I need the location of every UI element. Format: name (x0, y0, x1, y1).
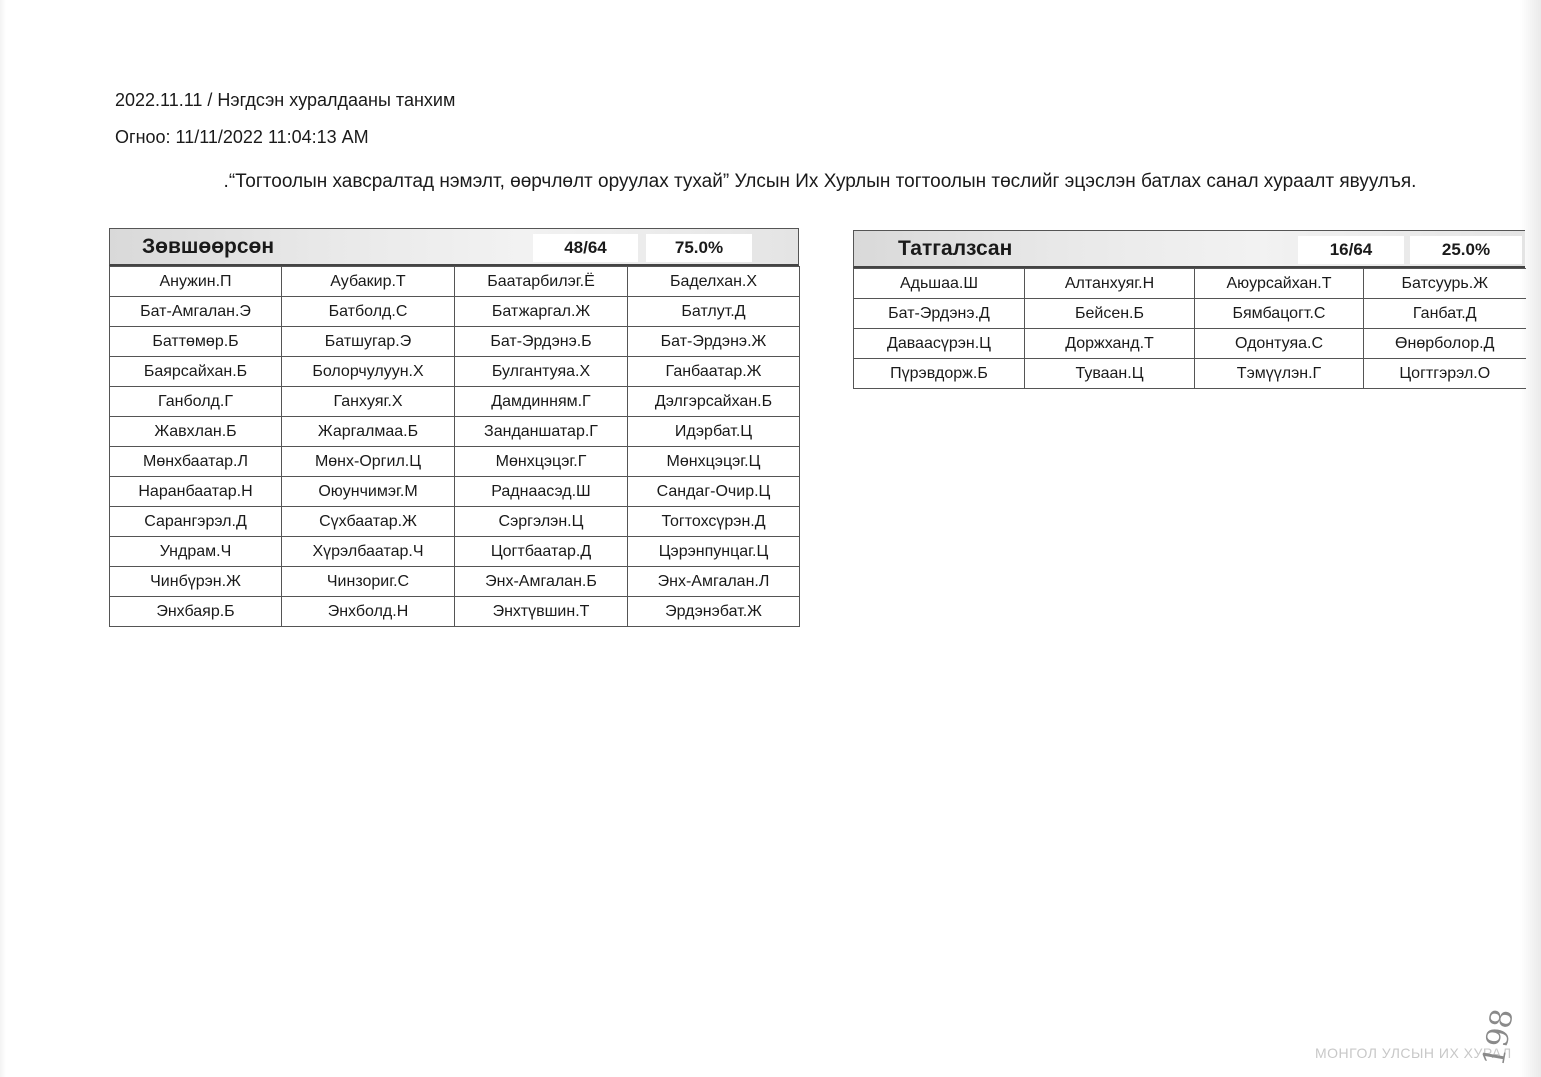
table-row (110, 357, 800, 387)
member-name-cell: Бат-Эрдэнэ.Ж (628, 327, 800, 357)
member-name-cell: Дамдинням.Г (455, 387, 628, 417)
member-name-cell: Мөнх-Оргил.Ц (282, 447, 455, 477)
member-name-cell: Эрдэнэбат.Ж (628, 597, 800, 627)
member-name-cell: Одонтуяа.С (1195, 329, 1364, 359)
member-name-cell: Өнөрболор.Д (1364, 329, 1526, 359)
approved-count: 48/64 (533, 234, 638, 262)
member-name-cell: Мөнхцэцэг.Ц (628, 447, 800, 477)
member-name-cell: Мөнхбаатар.Л (110, 447, 282, 477)
abstained-percent: 25.0% (1410, 236, 1522, 264)
member-name-cell: Жаргалмаа.Б (282, 417, 455, 447)
member-name-cell: Батжаргал.Ж (455, 297, 628, 327)
member-name-cell: Батсуурь.Ж (1364, 269, 1526, 299)
member-name-cell: Чинзориг.С (282, 567, 455, 597)
watermark-stamp: МОНГОЛ УЛСЫН ИХ ХУРАЛ (1315, 1045, 1512, 1061)
member-name-cell: Раднаасэд.Ш (455, 477, 628, 507)
member-name-cell: Цэрэнпунцаг.Ц (628, 537, 800, 567)
member-name-cell: Энхтүвшин.Т (455, 597, 628, 627)
session-line: 2022.11.11 / Нэгдсэн хуралдааны танхим (115, 90, 456, 110)
member-name-cell: Хүрэлбаатар.Ч (282, 537, 455, 567)
approved-table (109, 266, 800, 627)
member-name-cell: Сандаг-Очир.Ц (628, 477, 800, 507)
table-row (110, 567, 800, 597)
member-name-cell: Ганхуяг.Х (282, 387, 455, 417)
date-line: Огноо: 11/11/2022 11:04:13 AM (115, 127, 369, 147)
member-name-cell: Цогтбаатар.Д (455, 537, 628, 567)
table-row (110, 267, 800, 297)
member-name-cell: Мөнхцэцэг.Г (455, 447, 628, 477)
member-name-cell: Даваасүрэн.Ц (854, 329, 1025, 359)
approved-title: Зөвшөөрсөн (142, 235, 275, 258)
table-row (854, 329, 1526, 359)
member-name-cell: Доржханд.Т (1025, 329, 1195, 359)
member-name-cell: Чинбүрэн.Ж (110, 567, 282, 597)
member-name-cell: Бат-Амгалан.Э (110, 297, 282, 327)
member-name-cell: Аюурсайхан.Т (1195, 269, 1364, 299)
member-name-cell: Занданшатар.Г (455, 417, 628, 447)
member-name-cell: Тогтохсүрэн.Д (628, 507, 800, 537)
member-name-cell: Дэлгэрсайхан.Б (628, 387, 800, 417)
table-row (854, 269, 1526, 299)
member-name-cell: Болорчулуун.Х (282, 357, 455, 387)
abstained-section (853, 230, 1525, 389)
table-row (110, 297, 800, 327)
member-name-cell: Баделхан.Х (628, 267, 800, 297)
member-name-cell: Сэргэлэн.Ц (455, 507, 628, 537)
member-name-cell: Баттөмөр.Б (110, 327, 282, 357)
member-name-cell: Сүхбаатар.Ж (282, 507, 455, 537)
member-name-cell: Туваан.Ц (1025, 359, 1195, 389)
abstained-table (853, 268, 1526, 389)
member-name-cell: Энхболд.Н (282, 597, 455, 627)
member-name-cell: Ганбат.Д (1364, 299, 1526, 329)
member-name-cell: Бейсен.Б (1025, 299, 1195, 329)
table-row (110, 387, 800, 417)
member-name-cell: Наранбаатар.Н (110, 477, 282, 507)
member-name-cell: Анужин.П (110, 267, 282, 297)
abstained-header (853, 230, 1525, 268)
approved-header (109, 228, 799, 266)
member-name-cell: Сарангэрэл.Д (110, 507, 282, 537)
member-name-cell: Батболд.С (282, 297, 455, 327)
member-name-cell: Батшугар.Э (282, 327, 455, 357)
abstained-count: 16/64 (1298, 236, 1404, 264)
table-row (854, 299, 1526, 329)
member-name-cell: Энх-Амгалан.Л (628, 567, 800, 597)
approved-section (109, 228, 799, 627)
member-name-cell: Адьшаа.Ш (854, 269, 1025, 299)
table-row (110, 477, 800, 507)
motion-text: .“Тогтоолын хавсралтад нэмэлт, өөрчлөлт оруулах тухай” Улсын Их Хурлын тогтоолын төслийг эцэслэн батлах санал хураалт явуулъя. (223, 171, 1417, 192)
member-name-cell: Бямбацогт.С (1195, 299, 1364, 329)
table-row (854, 359, 1526, 389)
table-row (110, 537, 800, 567)
member-name-cell: Бат-Эрдэнэ.Д (854, 299, 1025, 329)
member-name-cell: Ганбаатар.Ж (628, 357, 800, 387)
member-name-cell: Энхбаяр.Б (110, 597, 282, 627)
page-number: 198 (1476, 1006, 1521, 1069)
abstained-title: Татгалзсан (898, 237, 1013, 260)
member-name-cell: Бат-Эрдэнэ.Б (455, 327, 628, 357)
member-name-cell: Алтанхуяг.Н (1025, 269, 1195, 299)
member-name-cell: Энх-Амгалан.Б (455, 567, 628, 597)
member-name-cell: Ганболд.Г (110, 387, 282, 417)
member-name-cell: Булгантуяа.Х (455, 357, 628, 387)
member-name-cell: Тэмүүлэн.Г (1195, 359, 1364, 389)
member-name-cell: Идэрбат.Ц (628, 417, 800, 447)
member-name-cell: Баярсайхан.Б (110, 357, 282, 387)
table-row (110, 417, 800, 447)
member-name-cell: Батлут.Д (628, 297, 800, 327)
table-row (110, 507, 800, 537)
member-name-cell: Ундрам.Ч (110, 537, 282, 567)
table-row (110, 447, 800, 477)
member-name-cell: Оюунчимэг.М (282, 477, 455, 507)
member-name-cell: Баатарбилэг.Ё (455, 267, 628, 297)
member-name-cell: Аубакир.Т (282, 267, 455, 297)
member-name-cell: Пүрэвдорж.Б (854, 359, 1025, 389)
table-row (110, 327, 800, 357)
approved-percent: 75.0% (646, 234, 752, 262)
member-name-cell: Жавхлан.Б (110, 417, 282, 447)
table-row (110, 597, 800, 627)
member-name-cell: Цогтгэрэл.О (1364, 359, 1526, 389)
